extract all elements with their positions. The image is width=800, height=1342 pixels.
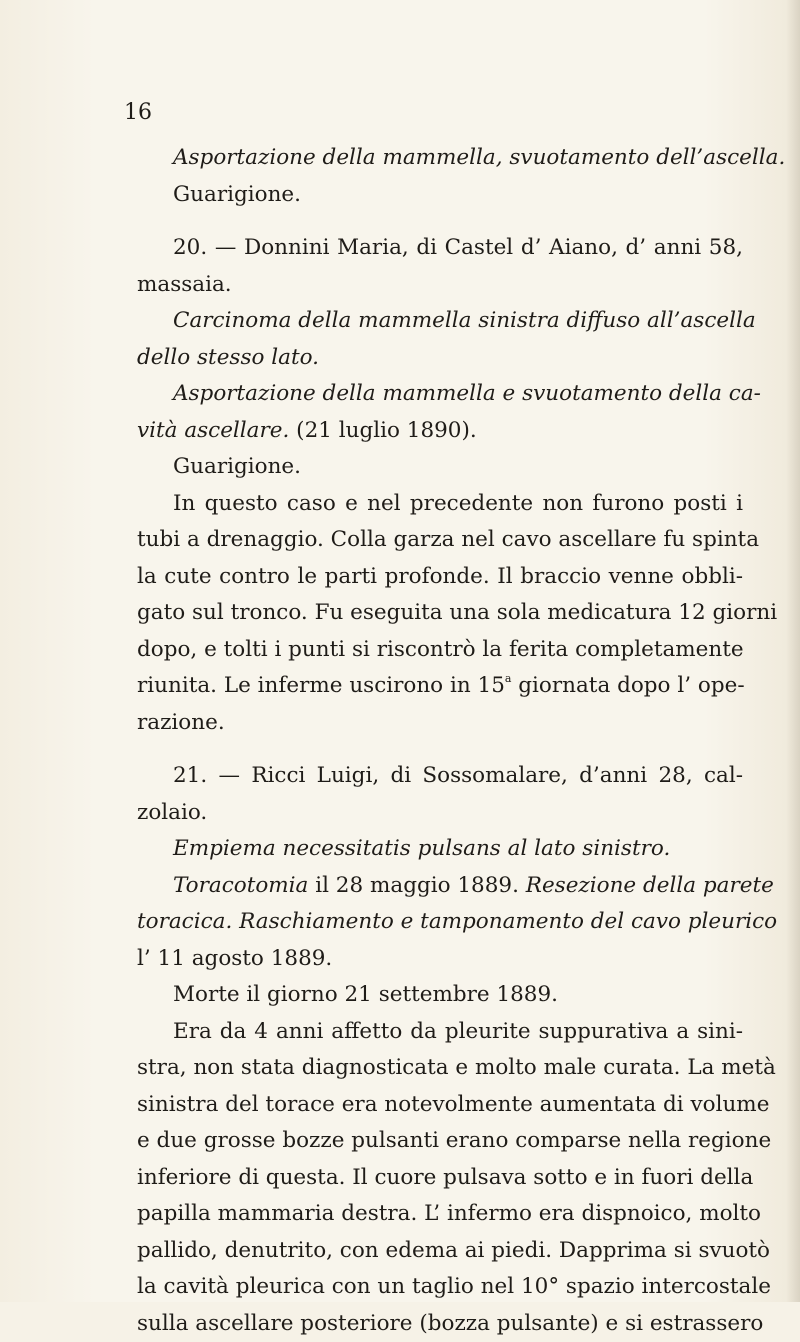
text-line: Asportazione della mammella, svuotamento dell’ascella.: [137, 140, 743, 177]
text-line: [137, 668, 743, 705]
text-line: pallido, denutrito, con edema ai piedi. Dapprima si svuotò: [137, 1233, 743, 1270]
text-line: In questo caso e nel precedente non furono posti i: [137, 486, 743, 523]
text-line: la cavità pleurica con un taglio nel 10° spazio intercostale: [137, 1269, 743, 1306]
text-line: papilla mammaria destra. L’ infermo era dispnoico, molto: [137, 1196, 743, 1233]
text-line: zolaio.: [137, 795, 743, 832]
text-line: sinistra del torace era notevolmente aumentata di volume: [137, 1087, 743, 1124]
paragraph-gap: [137, 213, 743, 230]
paragraph-gap: [137, 741, 743, 758]
text-line: Carcinoma della mammella sinistra diffuso all’ascella: [137, 303, 743, 340]
page-edge-shadow: [786, 0, 800, 1302]
text-line: Era da 4 anni affetto da pleurite suppurativa a sini-: [137, 1014, 743, 1051]
text-line: Guarigione.: [137, 177, 743, 214]
text-line: e due grosse bozze pulsanti erano comparse nella regione: [137, 1123, 743, 1160]
text-run: riunita. Le inferme uscirono in 15: [137, 673, 505, 698]
text-line: Asportazione della mammella e svuotamento della ca-: [137, 376, 743, 413]
text-line: 20. — Donnini Maria, di Castel d’ Aiano, d’ anni 58,: [137, 230, 743, 267]
text-line: gato sul tronco. Fu eseguita una sola medicatura 12 giorni: [137, 595, 743, 632]
text-line: stra, non stata diagnosticata e molto male curata. La metà: [137, 1050, 743, 1087]
text-line: toracica. Raschiamento e tamponamento del cavo pleurico: [137, 904, 743, 941]
text-line: dello stesso lato.: [137, 340, 743, 377]
text-line: inferiore di questa. Il cuore pulsava sotto e in fuori della: [137, 1160, 743, 1197]
text-line: la cute contro le parti profonde. Il braccio venne obbli-: [137, 559, 743, 596]
text-line: [137, 413, 743, 450]
text-run: Resezione della parete: [526, 873, 774, 898]
text-line: 21. — Ricci Luigi, di Sossomalare, d’anni 28, cal-: [137, 758, 743, 795]
body-text: [137, 140, 743, 1342]
text-line: sulla ascellare posteriore (bozza pulsante) e si estrassero: [137, 1306, 743, 1342]
text-line: Guarigione.: [137, 449, 743, 486]
text-line: massaia.: [137, 267, 743, 304]
text-run: giornata dopo l’ ope-: [511, 673, 744, 698]
text-run: il 28 maggio 1889.: [308, 873, 525, 898]
text-line: Morte il giorno 21 settembre 1889.: [137, 977, 743, 1014]
text-line: razione.: [137, 705, 743, 742]
text-line: dopo, e tolti i punti si riscontrò la ferita completamente: [137, 632, 743, 669]
text-run: Toracotomia: [173, 873, 308, 898]
text-line: [137, 868, 743, 905]
page-number: 16: [124, 98, 152, 128]
ordinal-superscript: a: [505, 672, 512, 685]
text-run: vità ascellare.: [137, 418, 289, 443]
text-line: tubi a drenaggio. Colla garza nel cavo ascellare fu spinta: [137, 522, 743, 559]
text-line: Empiema necessitatis pulsans al lato sinistro.: [137, 831, 743, 868]
text-line: l’ 11 agosto 1889.: [137, 941, 743, 978]
text-run: (21 luglio 1890).: [289, 418, 476, 443]
